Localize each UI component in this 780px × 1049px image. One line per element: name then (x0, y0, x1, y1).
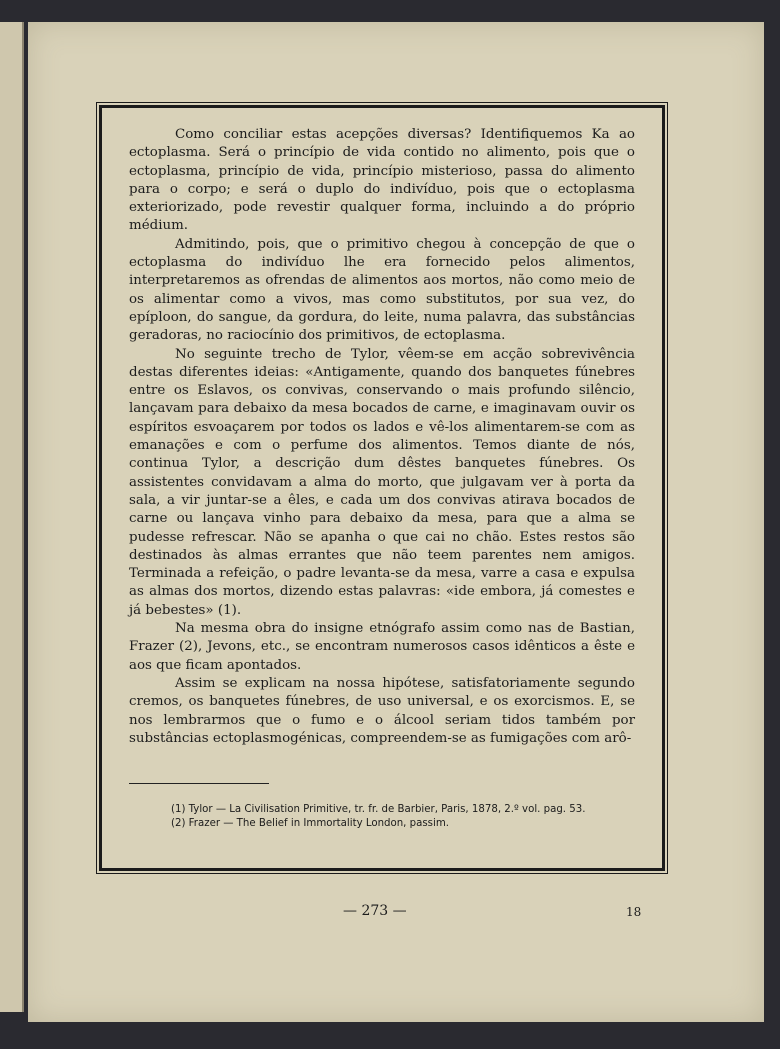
paragraph-4: Na mesma obra do insigne etnógrafo assim como nas de Bastian, Frazer (2), Jevons, etc., se encontram numerosos casos idênticos a êste e aos que ficam apontados. (129, 621, 635, 673)
signature-mark: 18 (626, 905, 642, 919)
book-page (28, 22, 764, 1022)
paragraph-5: Assim se explicam na nossa hipótese, satisfatoriamente segundo cremos, os banquetes fúnebres, de uso universal, e os exorcismos. E, se nos lembrarmos que o fumo e o álcool seriam tidos também por substâncias ectoplasmogénicas, compreendem-se as fumigações com arô- (129, 675, 635, 746)
paragraph-2: Admitindo, pois, que o primitivo chegou à concepção de que o ectoplasma do indivíduo lhe era fornecido pelos alimentos, interpretaremos as ofrendas de alimentos aos mortos, não como meio de os alimentar como a vivos, mas como substitutos, por sua vez, do epíploon, do sangue, da gordura, do leite, numa palavra, das substâncias geradoras, no raciocínio dos primitivos, de ectoplasma. (129, 236, 635, 344)
footnote-rule (129, 783, 269, 784)
paragraph-1: Como conciliar estas acepções diversas? Identifiquemos Ka ao ectoplasma. Será o princípio de vida contido no alimento, pois que o ectoplasma, princípio de vida, princípio misterioso, passa do alimento para o corpo; e será o duplo do indivíduo, pois que o ectoplasma exteriorizado, pode revestir qualquer forma, incluindo a do próprio médium. (129, 127, 635, 234)
footnotes (129, 783, 635, 831)
footnote-1: (1) Tylor — La Civilisation Primitive, tr. fr. de Barbier, Paris, 1878, 2.º vol. pag. 53. (171, 804, 586, 815)
paragraph-3: No seguinte trecho de Tylor, vêem-se em acção sobrevivência destas diferentes ideias: «Antigamente, quando dos banquetes fúnebres entre os Eslavos, os convivas, conservando o mais profundo silêncio, lançavam para debaixo da mesa bocados de carne, e imaginavam ouvir os espíritos esvoaçarem por todos os lados e vê-los alimentarem-se com as emanações e com o perfume dos alimentos. Temos diante de nós, continua Tylor, a descrição dum dêstes banquetes fúnebres. Os assistentes convidavam a alma do morto, que julgavam ver à porta da sala, a vir juntar-se a êles, e cada um dos convivas atirava bocados de carne ou lançava vinho para debaixo da mesa, para que a alma se pudesse refrescar. Não se apanha o que cai no chão. Estes restos são destinados às almas errantes que não teem parentes nem amigos. Terminada a refeição, o padre levanta-se da mesa, varre a casa e expulsa as almas dos mortos, dizendo estas palavras: «ide embora, já comestes e já bebestes» (1). (129, 346, 635, 618)
footnote-2: (2) Frazer — The Belief in Immortality London, passim. (171, 818, 449, 829)
facing-page-edge (0, 22, 24, 1012)
page-number: — 273 — (343, 903, 407, 919)
text-frame (99, 105, 665, 871)
body-text (129, 126, 635, 748)
